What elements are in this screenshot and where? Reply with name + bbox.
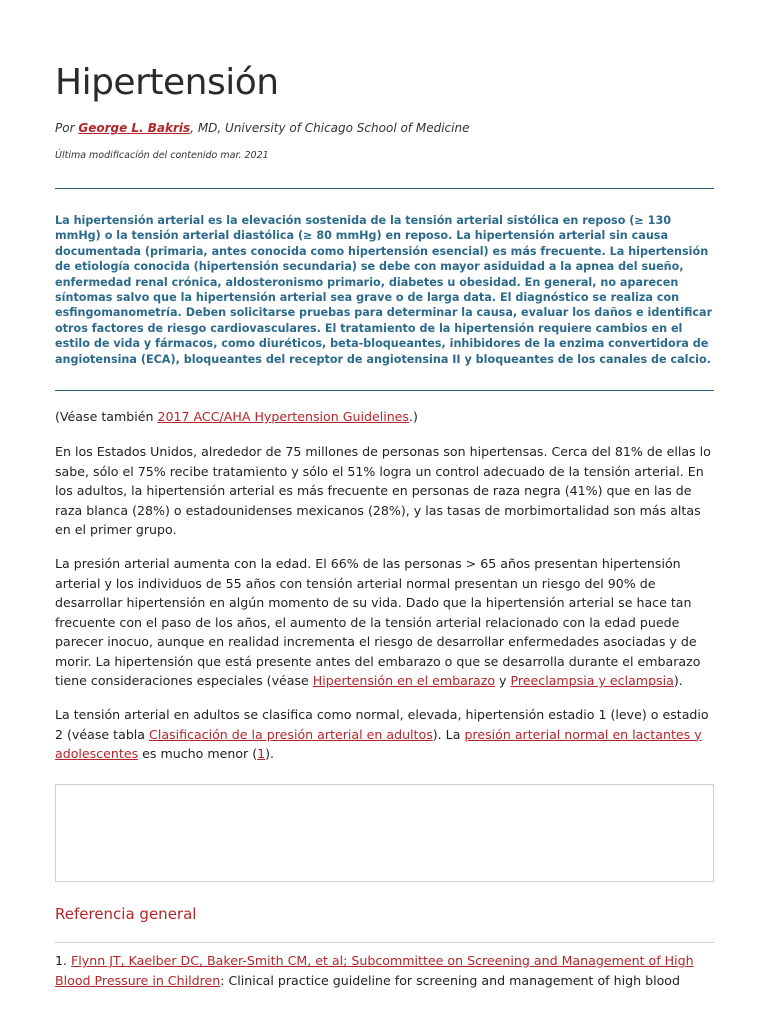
classification-paragraph: La tensión arterial en adultos se clasifica como normal, elevada, hipertensión estadio 1 (leve) o estadio 2 (véase tabla Clasificación de la presión arterial en adultos). La presión arterial normal en lactantes y adolescentes es mucho menor (1).	[55, 707, 709, 761]
classification-table-link[interactable]: Clasificación de la presión arterial en adultos	[149, 726, 433, 742]
last-modified: Última modificación del contenido mar. 2021	[55, 150, 269, 161]
summary-bottom-divider	[55, 390, 714, 391]
pregnancy-hypertension-link[interactable]: Hipertensión en el embarazo	[312, 673, 496, 688]
reference-item: 1. Flynn JT, Kaelber DC, Baker-Smith CM, et al; Subcommittee on Screening and Management of High Blood Pressure in Children: Clinical practice guideline for screening and management of high blood	[55, 953, 694, 988]
author-link[interactable]: George L. Bakris	[78, 121, 191, 135]
byline-prefix: Por	[55, 121, 75, 135]
pediatric-pressure-link[interactable]: presión arterial normal en lactantes y adolescentes	[55, 726, 702, 761]
references-divider	[55, 942, 714, 943]
reference-1-link[interactable]: 1	[257, 746, 266, 761]
summary-top-divider	[55, 188, 714, 189]
see-also-paragraph: (Véase también 2017 ACC/AHA Hypertension Guidelines.)	[55, 409, 418, 424]
references-heading: Referencia general	[55, 905, 197, 923]
preeclampsia-link[interactable]: Preeclampsia y eclampsia	[510, 673, 674, 688]
prevalence-paragraph: En los Estados Unidos, alrededor de 75 millones de personas son hipertensas. Cerca del 81% de ellas lo sabe, sólo el 75% recibe tratamiento y sólo el 51% logra un control adecuado de la tensión arterial. En los adultos, la hipertensión arterial es más frecuente en personas de raza negra (41%) que en las de raza blanca (28%) o estadounidenses mexicanos (28%), y las tasas de morbimortalidad son más altas en el primer grupo.	[55, 444, 711, 537]
byline	[55, 121, 469, 135]
guidelines-link[interactable]: 2017 ACC/AHA Hypertension Guidelines	[157, 409, 409, 424]
page-title: Hipertensión	[55, 62, 279, 103]
embedded-content-box	[55, 784, 714, 882]
byline-suffix: , MD, University of Chicago School of Medicine	[190, 121, 470, 135]
summary-text: La hipertensión arterial es la elevación sostenida de la tensión arterial sistólica en reposo (≥ 130 mmHg) o la tensión arterial diastólica (≥ 80 mmHg) en reposo. La hipertensión arterial sin causa documentada (primaria, antes conocida como hipertensión esencial) es más frecuente. La hipertensión de etiología conocida (hipertensión secundaria) se debe con mayor asiduidad a la apnea del sueño, enfermedad renal crónica, aldosteronismo primario, diabetes u obesidad. En general, no aparecen síntomas salvo que la hipertensión arterial sea grave o de larga data. El diagnóstico se realiza con esfingomanometría. Deben solicitarse pruebas para determinar la causa, evaluar los daños e identificar otros factores de riesgo cardiovasculares. El tratamiento de la hipertensión requiere cambios en el estilo de vida y fármacos, como diuréticos, beta-bloqueantes, inhibidores de la enzima convertidora de angiotensina (ECA), bloqueantes del receptor de angiotensina II y bloqueantes de los canales de calcio.	[55, 214, 713, 366]
reference-citation-link[interactable]: Flynn JT, Kaelber DC, Baker-Smith CM, et al; Subcommittee on Screening and Management of High Blood Pressure in Children	[55, 953, 694, 988]
age-paragraph: La presión arterial aumenta con la edad. El 66% de las personas > 65 años presentan hipertensión arterial y los individuos de 55 años con tensión arterial normal presentan un riesgo del 90% de desarrollar hipertensión en algún momento de su vida. Dado que la hipertensión arterial se hace tan frecuente con el paso de los años, el aumento de la tensión arterial relacionado con la edad puede parecer inocuo, aunque en realidad incrementa el riesgo de desarrollar enfermedades asociadas y de morir. La hipertensión que está presente antes del embarazo o que se desarrolla durante el embarazo tiene consideraciones especiales (véase Hipertensión en el embarazo y Preeclampsia y eclampsia).	[55, 556, 701, 688]
